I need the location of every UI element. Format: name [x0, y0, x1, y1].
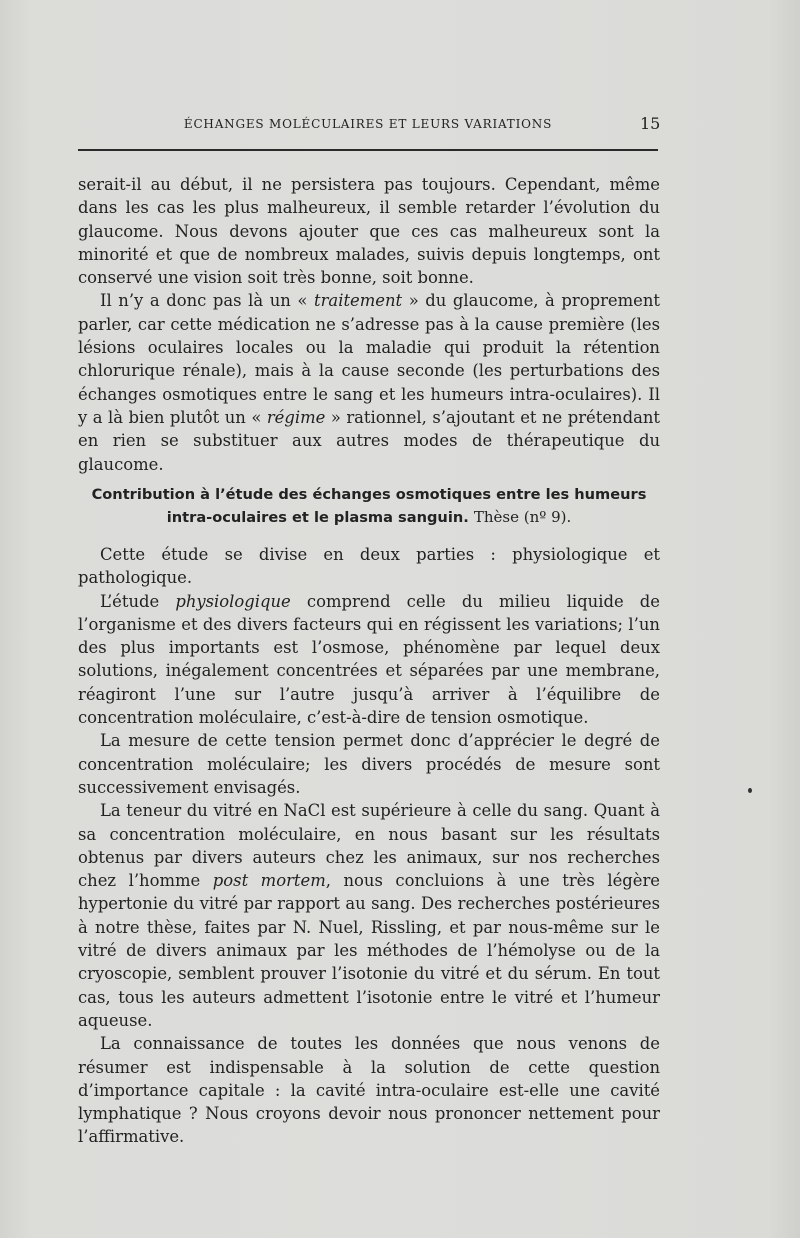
paragraph-parties: Cette étude se divise en deux parties : physiologique et pathologique.: [78, 545, 660, 588]
header-rule: [78, 149, 658, 151]
text-run: Il n’y a donc pas là un «: [100, 291, 315, 311]
running-head: ÉCHANGES MOLÉCULAIRES ET LEURS VARIATIONS: [183, 117, 553, 131]
paragraph-mesure: La mesure de cette tension permet donc d’apprécier le degré de concentration moléculaire; les divers procédés de mesure sont successivement envisagés.: [78, 731, 660, 797]
emphasis-physiologique: physiologique: [175, 591, 291, 611]
paragraph-connaissance: La connaissance de toutes les données que nous venons de résumer est indispensable à la solution de cette question d’importance capitale : la cavité intra-oculaire est-elle une cavité lymphatique ? Nous croyons devoir nous prononcer nettement pour l’affirmative.: [78, 1034, 660, 1147]
page-number: 15: [640, 114, 661, 133]
text-block-top: [78, 173, 660, 476]
paragraph-physiologique: [78, 590, 660, 730]
text-run: L’étude: [100, 591, 176, 611]
ink-speck: [748, 788, 752, 793]
section-note: Thèse (nº 9).: [473, 508, 572, 526]
emphasis-regime: régime: [266, 407, 326, 427]
emphasis-traitement: traitement: [314, 291, 403, 311]
section-heading: [78, 483, 660, 529]
text-run: comprend celle du milieu liquide de l’organisme et des divers facteurs qui en régissent les variations; l’un des plus importants est l’osmose, phénomène par lequel deux solutions, inégalement concentrées et séparées par une membrane, réagiront l’une sur l’autre jusqu’à arriver à l’équilibre de concentration moléculaire, c’est-à-dire de tension osmotique.: [78, 591, 660, 728]
paragraph-continued: serait-il au début, il ne persistera pas toujours. Cependant, même dans les cas les plus malheureux, il semble retarder l’évolution du glaucome. Nous devons ajouter que ces cas malheureux sont la minorité et que de nombreux malades, suivis depuis longtemps, ont conservé une vision soit très bonne, soit bonne.: [78, 175, 660, 288]
paragraph-traitement: [78, 289, 660, 475]
text-run: La teneur du vitré en NaCl est supérieure à celle du sang. Quant à sa concentration moléculaire, en nous basant sur les résultats obtenus par divers auteurs chez les animaux, sur nos recherches chez l’homme: [78, 801, 660, 891]
section-title: Contribution à l’étude des échanges osmotiques entre les humeurs intra-oculaires et le plasma sanguin.: [91, 486, 647, 526]
emphasis-post-mortem: post mortem: [212, 871, 326, 891]
text-run: , nous concluions à une très légère hypertonie du vitré par rapport au sang. Des recherches postérieures à notre thèse, faites par N. Nuel, Rissling, et par nous-même sur le vitré de divers animaux par les méthodes de l’hémolyse ou de la cryoscopie, semblent prouver l’isotonie du vitré et du sérum. En tout cas, tous les auteurs admettent l’isotonie entre le vitré et l’humeur aqueuse.: [78, 871, 660, 1030]
paragraph-teneur: [78, 799, 660, 1032]
text-run: » rationnel, s’ajoutant et ne prétendant en rien se substituer aux autres modes de thérapeutique du glaucome.: [78, 407, 660, 474]
text-run: » du glaucome, à proprement parler, car cette médication ne s’adresse pas à la cause première (les lésions oculaires locales ou la maladie qui produit la rétention chlorurique rénale), mais à la cause seconde (les perturbations des échanges osmotiques entre le sang et les humeurs intra-oculaires). Il y a là bien plutôt un «: [78, 291, 660, 427]
text-block-bottom: [78, 543, 660, 1149]
